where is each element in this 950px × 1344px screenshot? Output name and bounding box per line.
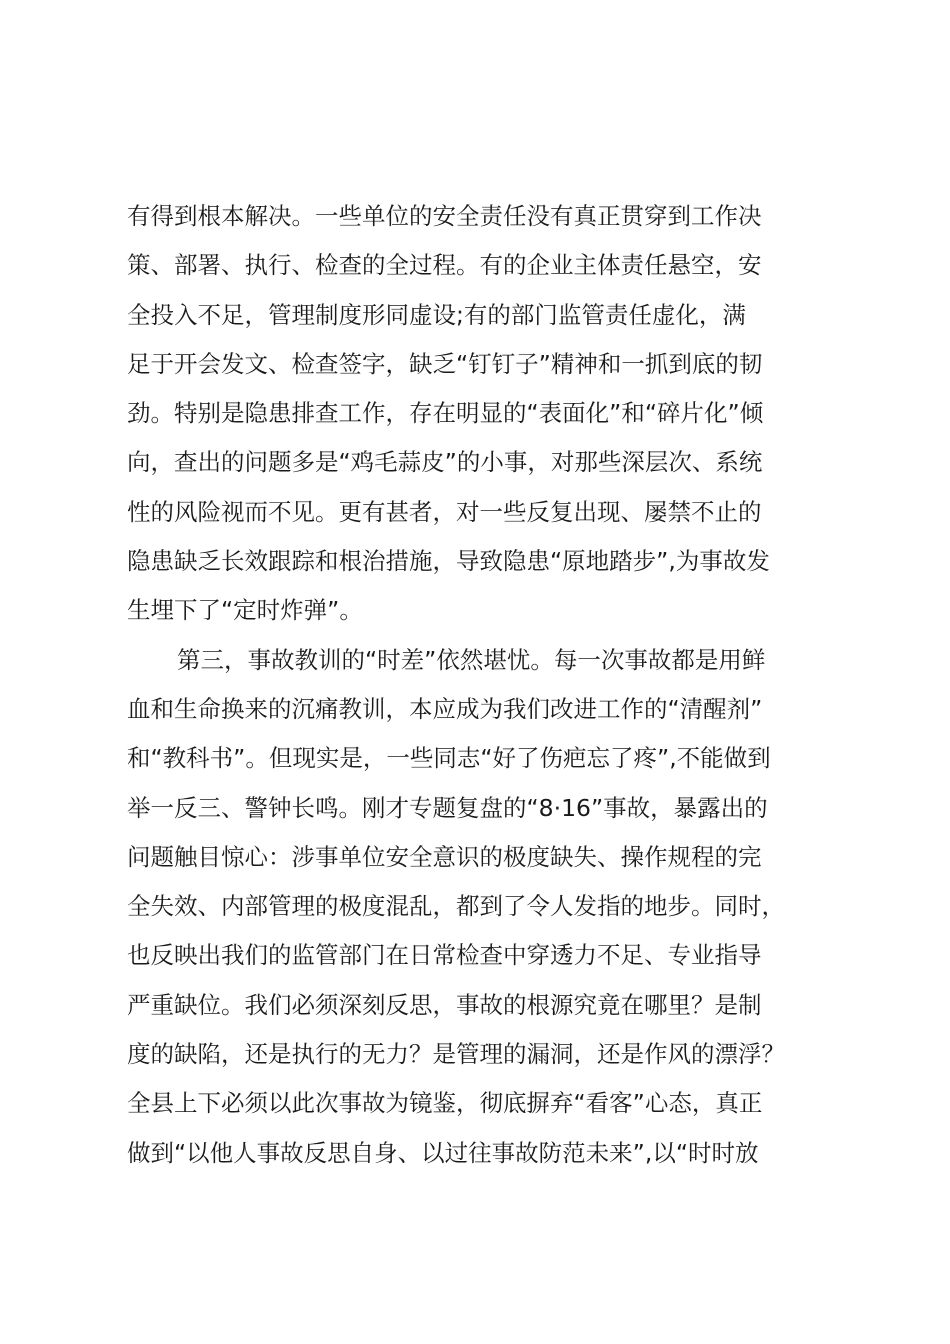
text-line: 隐患缺乏长效跟踪和根治措施，导致隐患“原地踏步”,为事故发 — [127, 547, 770, 576]
text-line-first: 第三，事故教训的“时差”依然堪忧。每一次事故都是用鲜 — [177, 645, 766, 674]
text-line: 和“教科书”。但现实是，一些同志“好了伤疤忘了疼”,不能做到 — [127, 744, 771, 773]
paragraph-1 — [127, 192, 857, 636]
text-line: 全县上下必须以此次事故为镜鉴，彻底摒弃“看客”心态，真正 — [127, 1089, 763, 1118]
text-line: 有得到根本解决。一些单位的安全责任没有真正贯穿到工作决 — [127, 202, 762, 230]
text-line: 生埋下了“定时炸弹”。 — [127, 596, 363, 625]
text-line: 全失效、内部管理的极度混乱，都到了令人发指的地步。同时， — [127, 892, 785, 921]
text-line: 全投入不足，管理制度形同虚设;有的部门监管责任虚化，满 — [127, 300, 746, 329]
text-line: 问题触目惊心：涉事单位安全意识的极度缺失、操作规程的完 — [127, 842, 762, 871]
text-line: 做到“以他人事故反思自身、以过往事故防范未来”,以“时时放 — [127, 1138, 759, 1167]
text-line: 策、部署、执行、检查的全过程。有的企业主体责任悬空，安 — [127, 251, 762, 280]
text-line: 血和生命换来的沉痛教训，本应成为我们改进工作的“清醒剂” — [127, 694, 763, 723]
text-line: 足于开会发文、检查签字，缺乏“钉钉子”精神和一抓到底的韧 — [127, 349, 763, 378]
text-line: 度的缺陷，还是执行的无力？是管理的漏洞，还是作风的漂浮？ — [127, 1040, 785, 1069]
text-line: 劲。特别是隐患排查工作，存在明显的“表面化”和“碎片化”倾 — [127, 399, 764, 428]
text-line: 也反映出我们的监管部门在日常检查中穿透力不足、专业指导 — [127, 941, 762, 970]
text-line: 向，查出的问题多是“鸡毛蒜皮”的小事，对那些深层次、系统 — [127, 448, 763, 477]
text-line: 性的风险视而不见。更有甚者，对一些反复出现、屡禁不止的 — [127, 497, 762, 526]
document-body — [127, 192, 857, 1178]
text-line: 严重缺位。我们必须深刻反思，事故的根源究竟在哪里？是制 — [127, 990, 762, 1019]
paragraph-2 — [127, 636, 857, 1178]
text-line: 举一反三、警钟长鸣。刚才专题复盘的“8·16”事故，暴露出的 — [127, 793, 768, 822]
